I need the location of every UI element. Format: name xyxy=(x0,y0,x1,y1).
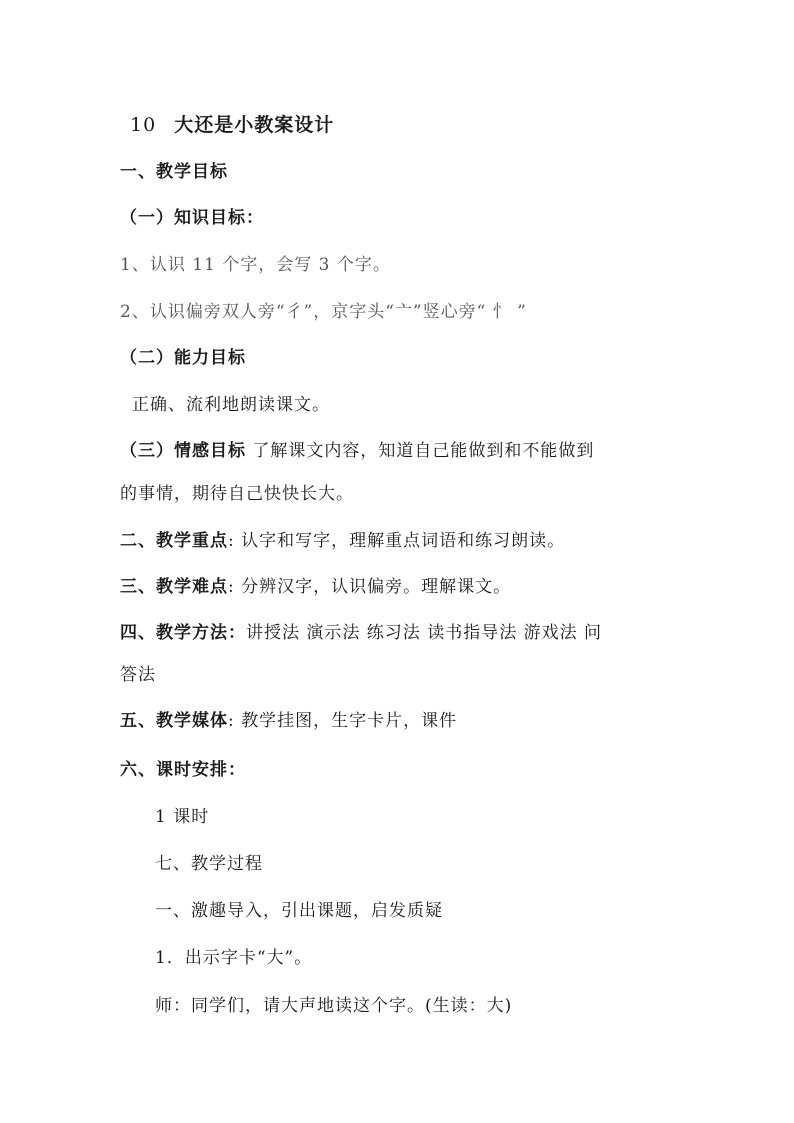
subheading-knowledge-goals: （一）知识目标： xyxy=(120,208,264,228)
ability-goal-item: 正确、流利地朗读课文。 xyxy=(132,395,330,415)
knowledge-goal-item-2: 2、认识偏旁双人旁“彳”，京字头“亠”竖心旁“ 忄 ” xyxy=(120,302,527,322)
methods-label: 四、教学方法： xyxy=(120,623,246,643)
subheading-emotion-goals: （三）情感目标 xyxy=(120,441,246,461)
subheading-ability-goals: （二）能力目标 xyxy=(120,348,246,368)
media-text: 教学挂图，生字卡片，课件 xyxy=(241,711,458,731)
difficulties-text: 分辨汉字，认识偏旁。理解课文。 xyxy=(241,577,512,597)
key-points-text: 认字和写字，理解重点词语和练习朗读。 xyxy=(241,531,566,551)
methods-text-2: 答法 xyxy=(120,665,156,685)
media-label: 五、教学媒体 xyxy=(120,711,228,731)
process-step-1-item-2: 师：同学们，请大声地读这个字。(生读：大) xyxy=(155,996,513,1016)
emotion-goals-text-1: 了解课文内容，知道自己能做到和不能做到 xyxy=(252,441,595,461)
section-schedule: 六、课时安排： xyxy=(120,760,246,780)
title-number: 10 xyxy=(130,114,157,136)
emotion-goals-text-2: 的事情，期待自己快快长大。 xyxy=(120,484,354,504)
schedule-item: 1 课时 xyxy=(155,807,210,827)
process-step-1-heading: 一、激趣导入，引出课题，启发质疑 xyxy=(155,901,443,921)
section-key-points: 二、教学重点: 认字和写字，理解重点词语和练习朗读。 xyxy=(120,531,566,551)
section-heading-goals: 一、教学目标 xyxy=(120,162,228,182)
document-title xyxy=(130,113,334,137)
knowledge-goal-item-1: 1、认识 11 个字，会写 3 个字。 xyxy=(120,255,391,275)
section-process: 七、教学过程 xyxy=(155,854,263,874)
difficulties-label: 三、教学难点 xyxy=(120,577,228,597)
key-points-label: 二、教学重点 xyxy=(120,531,228,551)
emotion-goals-line-1 xyxy=(120,439,594,463)
section-difficulties: 三、教学难点: 分辨汉字，认识偏旁。理解课文。 xyxy=(120,577,512,597)
section-methods-line-1 xyxy=(120,621,602,645)
methods-text-1: 讲授法 演示法 练习法 读书指导法 游戏法 问 xyxy=(246,623,603,643)
process-step-1-item-1: 1．出示字卡“大”。 xyxy=(155,948,313,968)
title-text: 大还是小教案设计 xyxy=(174,114,335,136)
section-media: 五、教学媒体: 教学挂图，生字卡片，课件 xyxy=(120,711,458,731)
